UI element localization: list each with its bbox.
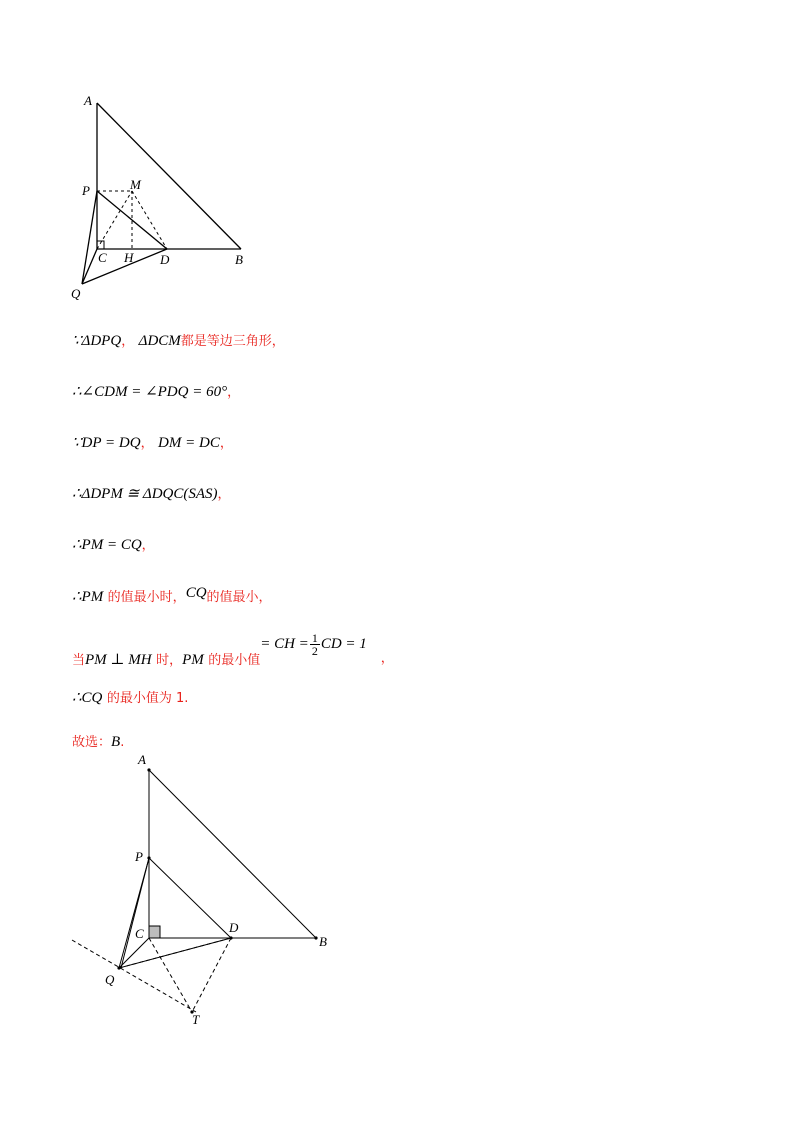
point-B <box>314 936 317 939</box>
step-6 <box>72 586 272 606</box>
math-triangle-dcm: ΔDCM <box>138 333 181 349</box>
step-7 <box>72 631 394 668</box>
label-A: A <box>84 93 92 108</box>
step-7-text-2: 时， <box>156 652 183 668</box>
comma: ， <box>380 650 394 666</box>
period: . <box>120 735 125 750</box>
segment-DT <box>192 938 231 1012</box>
math-congruence: ΔDPM ≅ ΔDQC(SAS) <box>81 486 218 502</box>
math-dm-dc: DM = DC <box>158 435 220 451</box>
dashed-line-through-Q <box>72 940 196 1012</box>
geometry-figure-2 <box>65 750 345 1030</box>
therefore-symbol: ∴ <box>72 486 82 502</box>
because-symbol: ∵ <box>72 435 82 451</box>
label-H: H <box>124 250 134 265</box>
math-dp-dq: DP = DQ <box>81 435 141 451</box>
label-M: M <box>130 177 141 192</box>
math-cq: CQ <box>185 585 207 601</box>
label-C: C <box>135 926 144 941</box>
therefore-symbol: ∴ <box>72 384 82 400</box>
fraction-denominator: 2 <box>311 644 318 658</box>
step-3 <box>72 432 233 452</box>
step-7-text-1: 当 <box>72 652 86 668</box>
point-A <box>147 768 150 771</box>
therefore-symbol: ∴ <box>72 690 82 706</box>
segment-CT <box>149 938 192 1012</box>
comma: ， <box>227 385 241 400</box>
segment-MD <box>132 191 167 249</box>
therefore-symbol: ∴ <box>72 537 82 553</box>
label-P: P <box>135 849 143 864</box>
point-P <box>147 856 150 859</box>
point-Q <box>117 966 120 969</box>
step-2 <box>72 381 240 401</box>
comma: ， <box>121 334 135 349</box>
label-Q: Q <box>105 972 115 987</box>
fraction-numerator: 1 <box>311 631 318 645</box>
math-pm: PM <box>182 651 204 668</box>
step-4 <box>72 483 231 503</box>
answer-label: 故选： <box>72 735 112 750</box>
fraction-one-half <box>310 632 320 657</box>
step-8 <box>72 687 188 707</box>
comma: ， <box>141 538 155 553</box>
step-1 <box>72 330 285 350</box>
label-A: A <box>138 752 146 767</box>
label-B: B <box>235 252 243 267</box>
eq-ch: = CH = <box>260 635 309 652</box>
segment-PD <box>149 858 231 938</box>
step-6-text-1: 的值最小时， <box>107 590 186 605</box>
label-D: D <box>229 920 239 935</box>
eq-cd: CD = 1 <box>320 635 367 652</box>
step-6-text-2: 的值最小， <box>206 590 272 605</box>
segment-CM <box>97 191 132 249</box>
point-D <box>229 936 232 939</box>
step-7-text-3: 的最小值 <box>208 652 261 668</box>
step-8-text: 的最小值为 1. <box>106 691 189 706</box>
geometry-figure-1 <box>60 88 280 303</box>
label-D: D <box>160 252 170 267</box>
math-pm-perp-mh: PM ⊥ MH <box>85 651 152 668</box>
math-angle-equation: ∠CDM = ∠PDQ = 60° <box>81 384 228 400</box>
math-ch-equation <box>260 631 367 658</box>
comma: ， <box>219 436 233 451</box>
comma: ， <box>217 487 231 502</box>
right-angle-mark <box>149 926 160 938</box>
math-pm-cq: PM = CQ <box>81 537 142 553</box>
step-5 <box>72 534 155 554</box>
math-triangle-dpq: ΔDPQ <box>81 333 122 349</box>
segment-QT-upper <box>119 938 231 968</box>
segment-AB <box>97 103 241 249</box>
label-T: T <box>192 1012 200 1027</box>
therefore-symbol: ∴ <box>72 589 82 605</box>
because-symbol: ∵ <box>72 333 82 349</box>
label-C: C <box>98 250 107 265</box>
label-Q: Q <box>71 286 81 301</box>
segment-PQ <box>82 191 97 284</box>
label-B: B <box>319 934 327 949</box>
label-P: P <box>82 183 90 198</box>
segment-AB <box>149 770 316 938</box>
comma: ， <box>140 436 154 451</box>
math-cq: CQ <box>81 690 103 706</box>
step-9 <box>72 731 124 751</box>
step-1-text: 都是等边三角形， <box>180 334 285 349</box>
answer-choice: B <box>111 734 121 750</box>
math-pm: PM <box>81 589 104 605</box>
